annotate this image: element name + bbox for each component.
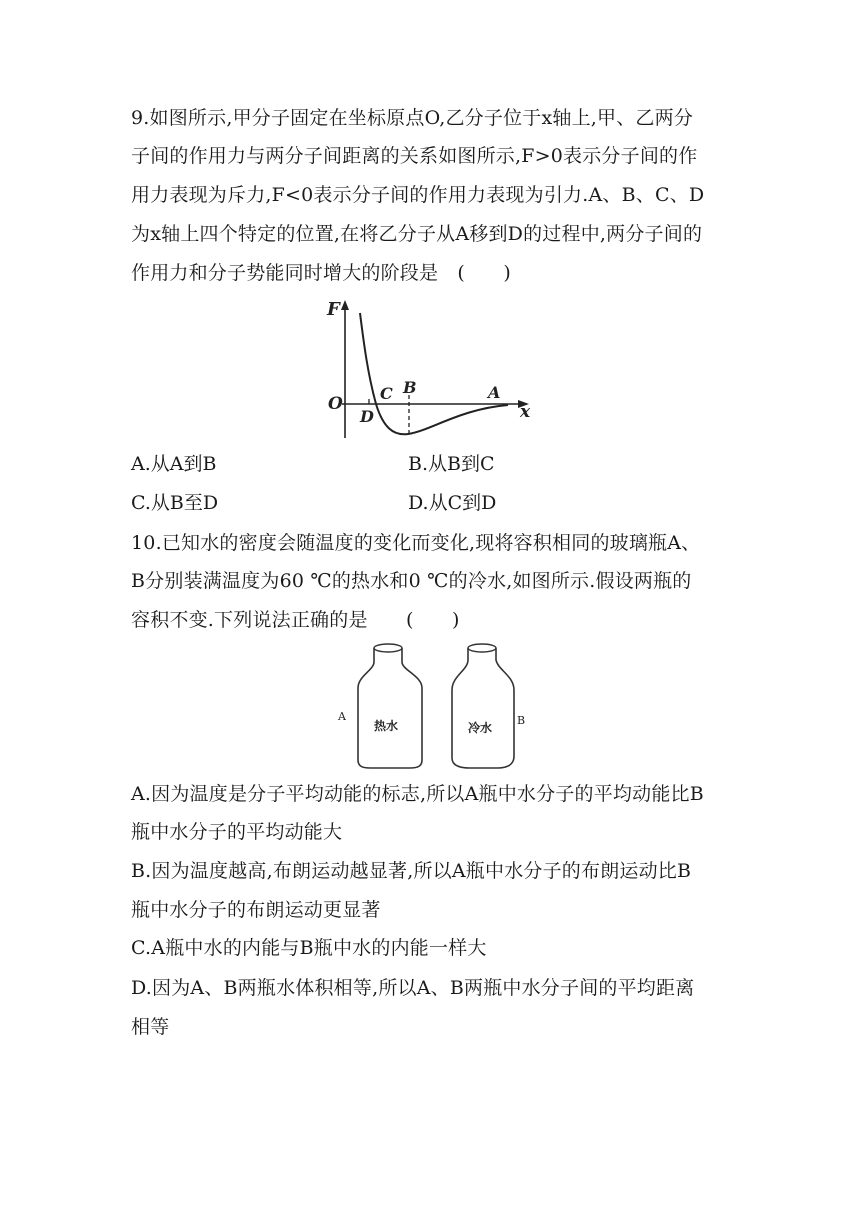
q9-force-distance-figure (320, 295, 540, 445)
q10-option-b-line-1: B.因为温度越高,布朗运动越显著,所以A瓶中水分子的布朗运动比B (131, 860, 692, 882)
bottle-b-mouth (468, 644, 496, 652)
q10-bottles-figure (330, 640, 530, 772)
bottle-b-side-label: B (517, 714, 526, 727)
q10-option-d-line-2: 相等 (131, 1016, 170, 1038)
q9-option-d: D.从C到D (408, 492, 497, 514)
q10-option-a-line-2: 瓶中水分子的平均动能大 (131, 821, 343, 843)
q10-line-3: 容积不变.下列说法正确的是 ( ) (131, 609, 460, 631)
q9-line-4: 为x轴上四个特定的位置,在将乙分子从A移到D的过程中,两分子间的 (131, 223, 703, 245)
x-axis-label: x (520, 402, 531, 422)
f-axis-label: F (327, 299, 340, 320)
point-b-label: B (403, 378, 417, 397)
q10-line-2: B分别装满温度为60 ℃的热水和0 ℃的冷水,如图所示.假设两瓶的 (131, 570, 692, 592)
origin-label: O (328, 394, 343, 414)
q10-option-a-line-1: A.因为温度是分子平均动能的标志,所以A瓶中水分子的平均动能比B (131, 783, 704, 805)
bottle-a-content-label: 热水 (374, 719, 399, 733)
q9-option-b: B.从B到C (408, 453, 495, 475)
point-a-label: A (488, 383, 501, 402)
q10-option-d-line-1: D.因为A、B两瓶水体积相等,所以A、B两瓶中水分子间的平均距离 (131, 977, 695, 999)
q9-line-5: 作用力和分子势能同时增大的阶段是 ( ) (131, 262, 512, 284)
q9-line-3: 用力表现为斥力,F<0表示分子间的作用力表现为引力.A、B、C、D (131, 184, 705, 206)
q9-line-1: 9.如图所示,甲分子固定在坐标原点O,乙分子位于x轴上,甲、乙两分 (131, 107, 694, 129)
point-c-label: C (380, 384, 393, 403)
bottle-b-icon (452, 648, 514, 768)
q10-line-1: 10.已知水的密度会随温度的变化而变化,现将容积相同的玻璃瓶A、 (131, 532, 701, 554)
q10-option-b-line-2: 瓶中水分子的布朗运动更显著 (131, 899, 381, 921)
q9-line-2: 子间的作用力与两分子间距离的关系如图所示,F>0表示分子间的作 (131, 145, 698, 167)
f-axis-arrow-icon (341, 300, 349, 310)
bottle-b-content-label: 冷水 (468, 721, 493, 735)
point-d-label: D (360, 407, 374, 426)
q9-option-c: C.从B至D (131, 492, 219, 514)
q10-option-c: C.A瓶中水的内能与B瓶中水的内能一样大 (131, 937, 487, 959)
q9-option-a: A.从A到B (131, 453, 217, 475)
force-curve (360, 313, 508, 434)
bottle-a-mouth (374, 644, 402, 652)
bottle-a-icon (358, 648, 422, 768)
bottle-a-side-label: A (338, 710, 346, 723)
